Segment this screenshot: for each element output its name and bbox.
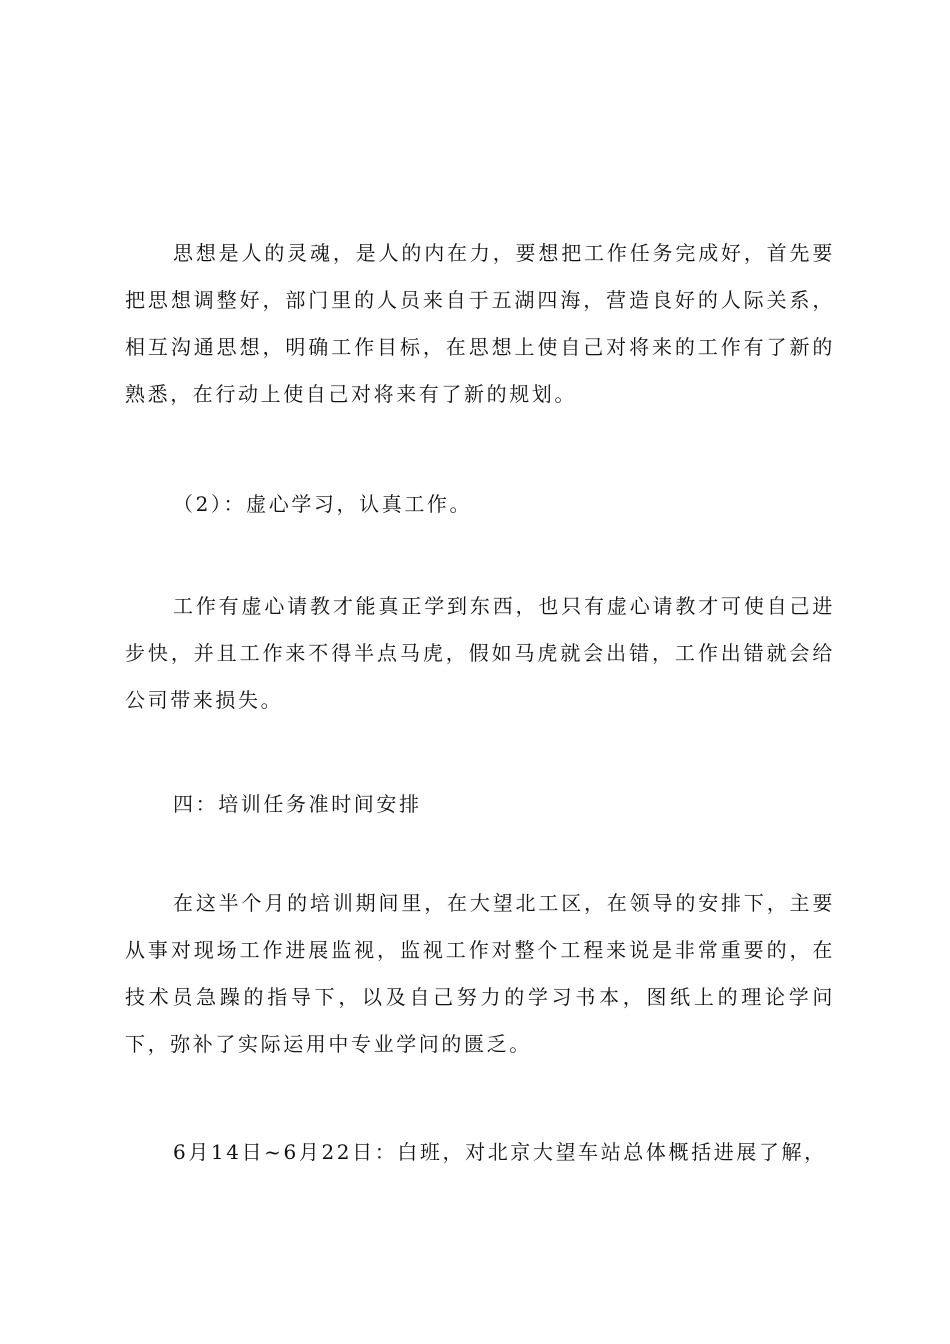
subheading-humble-learning: （2）：虚心学习，认真工作。 bbox=[173, 492, 473, 516]
section-heading-training-schedule: 四：培训任务准时间安排 bbox=[173, 792, 422, 816]
paragraph-training-period: 在这半个月的培训期间里，在大望北工区，在领导的安排下，主要从事对现场工作进展监视，监视工作对整个工程来说是非常重要的，在技术员急躁的指导下，以及自己努力的学习书本，图纸上的理论学问下，弥补了实际运用中专业学问的匮乏。 bbox=[125, 891, 835, 1056]
paragraph-humble-learning: 工作有虚心请教才能真正学到东西，也只有虚心请教才可使自己进步快，并且工作来不得半点马虎，假如马虎就会出错，工作出错就会给公司带来损失。 bbox=[125, 594, 835, 712]
paragraph-thought: 思想是人的灵魂，是人的内在力，要想把工作任务完成好，首先要把思想调整好，部门里的人员来自于五湖四海，营造良好的人际关系，相互沟通思想，明确工作目标，在思想上使自己对将来的工作有了新的熟悉，在行动上使自己对将来有了新的规划。 bbox=[125, 241, 835, 406]
paragraph-date-range: 6月14日~6月22日：白班，对北京大望车站总体概括进展了解， bbox=[173, 1140, 827, 1164]
